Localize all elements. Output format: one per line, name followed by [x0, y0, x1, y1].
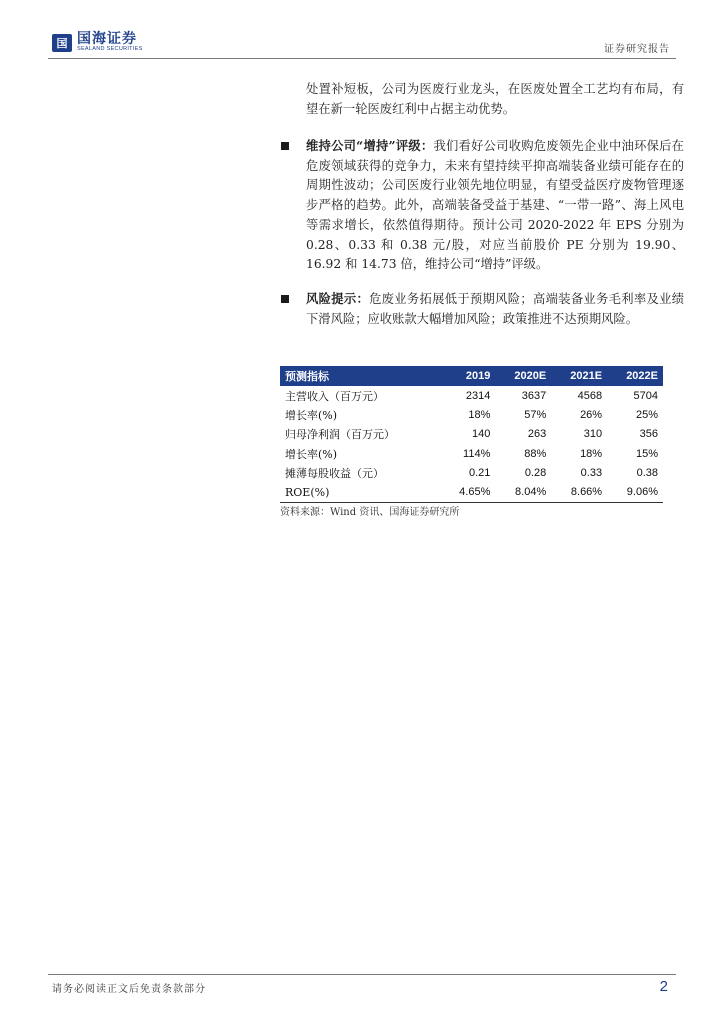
- table-row-label: 增长率(%): [285, 408, 338, 422]
- report-type-label: 证券研究报告: [604, 44, 670, 55]
- table-source-note: 资料来源：Wind 资讯、国海证券研究所: [280, 507, 460, 518]
- table-header-cell: 2019: [440, 366, 495, 386]
- table-cell: 0.28: [524, 466, 547, 479]
- table-cell: 18%: [580, 447, 603, 460]
- table-header-cell: 预测指标: [280, 366, 440, 386]
- table-cell: 310: [583, 428, 603, 441]
- table-row: [280, 386, 663, 405]
- table-cell: 26%: [580, 408, 603, 421]
- logo-name-en: SEALAND SECURITIES: [77, 46, 143, 52]
- table-cell: 8.04%: [495, 482, 551, 502]
- table-cell: 263: [527, 428, 547, 441]
- footer-disclaimer: 请务必阅读正文后免责条款部分: [52, 984, 206, 995]
- forecast-table: [280, 366, 663, 503]
- table-cell: 2314: [465, 389, 491, 402]
- table-cell: 8.66%: [551, 482, 607, 502]
- footer-divider: [48, 974, 676, 975]
- paragraph-risk: [306, 289, 684, 329]
- table-cell: 0.21: [468, 466, 491, 479]
- table-cell: 15%: [635, 447, 658, 460]
- table-row-label: 主营收入（百万元）: [285, 389, 384, 403]
- table-row-label: 归母净利润（百万元）: [285, 428, 395, 442]
- table-row: [280, 405, 663, 424]
- table-cell: 88%: [524, 447, 547, 460]
- logo-text: [77, 32, 143, 53]
- paragraph-continuation: [306, 80, 684, 119]
- table-cell: 3637: [521, 389, 547, 402]
- table-cell: 356: [639, 428, 658, 441]
- paragraph-text: 危废业务拓展低于预期风险；高端装备业务毛利率及业绩下滑风险；应收账款大幅增加风险；政策推进不达预期风险。: [306, 292, 684, 326]
- bullet-square-icon: [281, 142, 289, 150]
- table-cell: 18%: [468, 408, 491, 421]
- logo-glyph: 国: [56, 36, 68, 50]
- table-header-cell: 2022E: [607, 366, 663, 386]
- table-cell: 0.33: [580, 466, 603, 479]
- paragraph-text: 我们看好公司收购危废领先企业中油环保后在危废领域获得的竞争力，未来有望持续平抑高端装备业绩可能存在的周期性波动；公司医废行业领先地位明显，有望受益医疗废物管理逐步严格的趋势。此外，高端装备受益于基建、“一带一路”、海上风电等需求增长，依然值得期待。预计公司 2020-2022 年 EPS 分别为 0.28、0.33 和 0.38 元/股，对应当前股价 PE 分别为 19.90、16.92 和 14.73 倍，维持公司“增持”评级。: [306, 139, 684, 272]
- table-cell: 0.38: [636, 466, 658, 479]
- table-cell: 4.65%: [440, 482, 495, 502]
- table-row: [280, 425, 663, 444]
- table-cell: 4568: [577, 389, 603, 402]
- table-cell: 57%: [524, 408, 547, 421]
- table-header-cell: 2020E: [495, 366, 551, 386]
- header-divider: [48, 58, 676, 59]
- table-cell: 25%: [635, 408, 658, 421]
- table-row: [280, 463, 663, 482]
- paragraph-rating: [306, 136, 684, 275]
- table-row-label: 增长率(%): [285, 447, 338, 461]
- table-row: [280, 444, 663, 463]
- table-header-cell: 2021E: [551, 366, 607, 386]
- bullet-square-icon: [281, 295, 289, 303]
- table-cell: 140: [472, 428, 491, 441]
- logo-name-cn: 国海证券: [77, 31, 137, 47]
- page-number: 2: [659, 978, 668, 995]
- table-row-label: ROE(%): [280, 482, 440, 502]
- logo-mark-icon: [52, 34, 72, 52]
- paragraph-lead: 风险提示：: [306, 291, 370, 306]
- table-cell: 114%: [463, 447, 491, 460]
- paragraph-lead: 维持公司“增持”评级：: [306, 138, 434, 153]
- table-row-label: 摊薄每股收益（元）: [285, 466, 384, 480]
- table-cell: 5704: [633, 389, 658, 402]
- table-row: [280, 482, 663, 502]
- table-cell: 9.06%: [607, 482, 663, 502]
- table-header-row: [280, 366, 663, 386]
- company-logo: [52, 32, 143, 53]
- paragraph-text: 处置补短板，公司为医废行业龙头，在医废处置全工艺均有布局，有望在新一轮医废红利中占据主动优势。: [306, 82, 684, 116]
